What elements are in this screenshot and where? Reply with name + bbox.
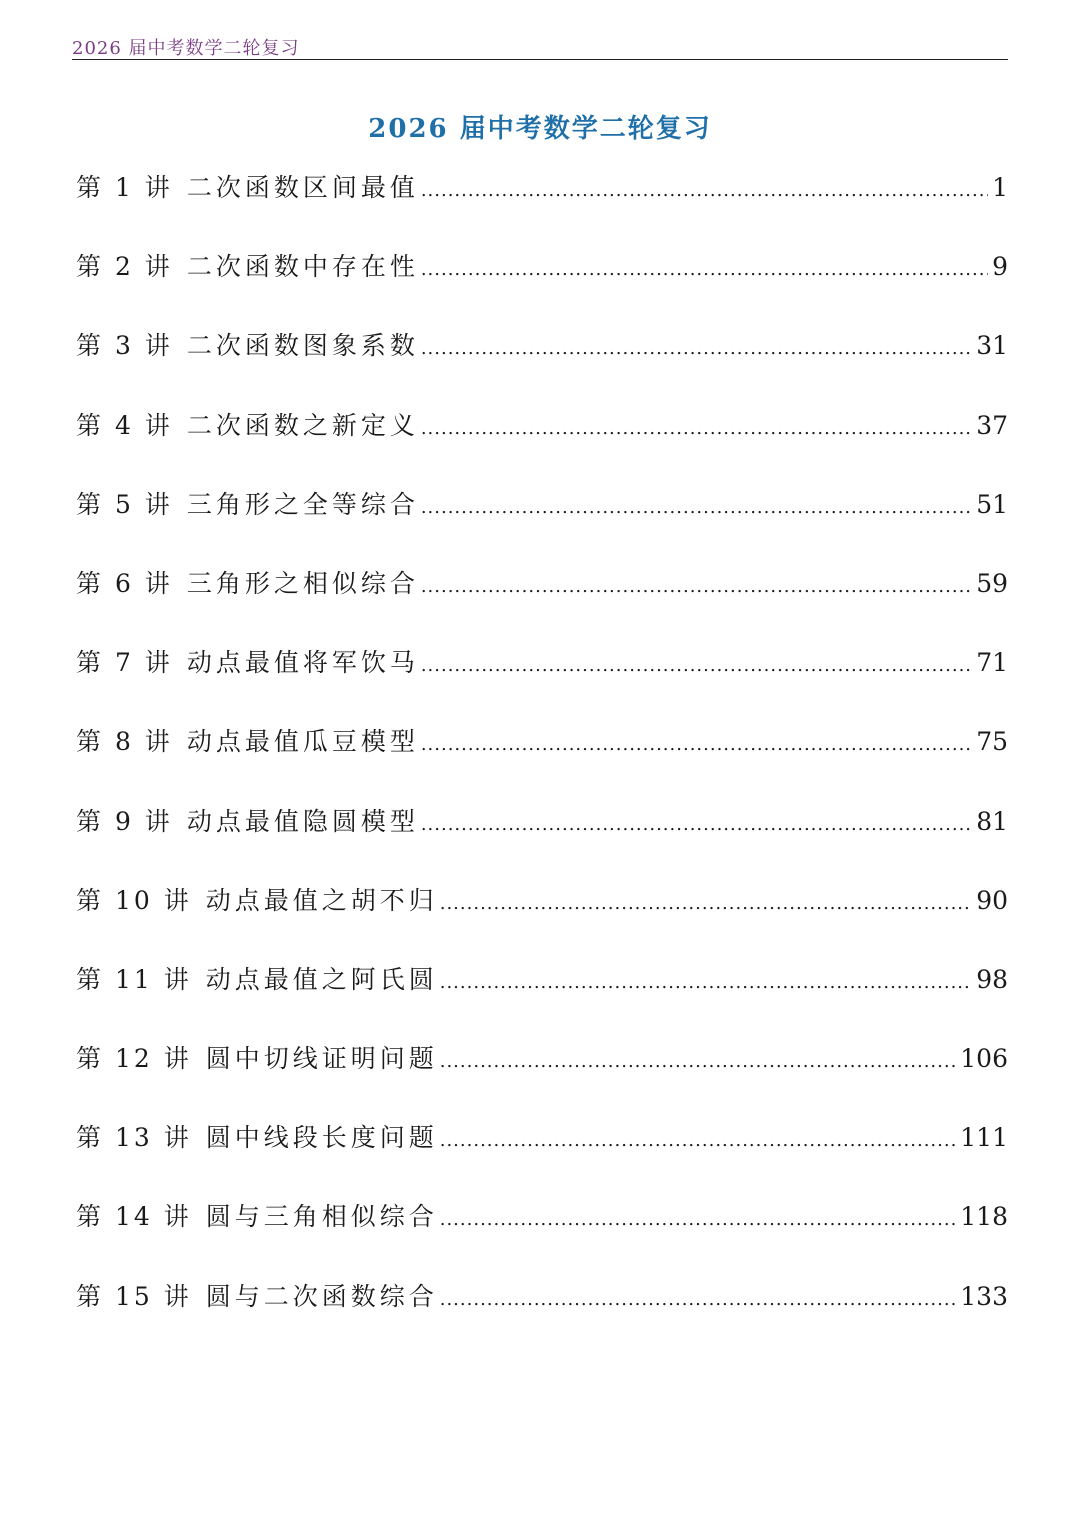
toc-page-number: 75: [976, 727, 1008, 757]
table-of-contents: [76, 168, 1008, 1356]
toc-lecture-number: 第 9 讲: [76, 806, 173, 836]
toc-page-number: 118: [960, 1202, 1008, 1232]
toc-dot-leader: [440, 1289, 957, 1310]
toc-page-number: 51: [976, 489, 1008, 519]
toc-dot-leader: [440, 972, 972, 993]
toc-entry-15[interactable]: [76, 1277, 1008, 1356]
toc-page-number: 9: [992, 252, 1008, 282]
toc-dot-leader: [421, 655, 972, 676]
toc-dot-leader: [421, 259, 988, 280]
toc-lecture-number: 第 3 讲: [76, 331, 173, 361]
toc-entry-8[interactable]: [76, 722, 1008, 801]
toc-entry-14[interactable]: [76, 1197, 1008, 1276]
toc-entry-7[interactable]: [76, 643, 1008, 722]
toc-entry-10[interactable]: [76, 881, 1008, 960]
toc-dot-leader: [421, 576, 972, 597]
toc-dot-leader: [421, 338, 972, 359]
toc-dot-leader: [440, 1130, 957, 1151]
toc-page-number: 133: [960, 1281, 1008, 1311]
toc-lecture-title: 二次函数中存在性: [186, 252, 419, 282]
toc-entry-9[interactable]: [76, 802, 1008, 881]
toc-lecture-number: 第 2 讲: [76, 252, 173, 282]
toc-lecture-number: 第 13 讲: [76, 1123, 192, 1153]
toc-dot-leader: [440, 893, 972, 914]
toc-lecture-title: 圆中切线证明问题: [205, 1044, 438, 1074]
toc-lecture-title: 圆与二次函数综合: [205, 1281, 438, 1311]
toc-entry-6[interactable]: [76, 564, 1008, 643]
toc-lecture-title: 动点最值隐圆模型: [186, 806, 419, 836]
toc-lecture-number: 第 7 讲: [76, 648, 173, 678]
toc-lecture-title: 三角形之全等综合: [186, 489, 419, 519]
toc-lecture-number: 第 8 讲: [76, 727, 173, 757]
toc-lecture-title: 二次函数之新定义: [186, 410, 419, 440]
toc-lecture-number: 第 6 讲: [76, 568, 173, 598]
toc-lecture-title: 三角形之相似综合: [186, 568, 419, 598]
toc-dot-leader: [440, 1209, 957, 1230]
toc-lecture-number: 第 1 讲: [76, 173, 173, 202]
toc-page-number: 59: [976, 568, 1008, 598]
toc-page-number: 106: [960, 1044, 1008, 1074]
toc-entry-1[interactable]: [76, 168, 1008, 247]
document-title: 2026 届中考数学二轮复习: [368, 114, 712, 144]
toc-dot-leader: [421, 418, 972, 439]
toc-lecture-number: 第 14 讲: [76, 1202, 192, 1232]
toc-entry-11[interactable]: [76, 960, 1008, 1039]
toc-dot-leader: [440, 1051, 957, 1072]
toc-lecture-number: 第 4 讲: [76, 410, 173, 440]
toc-entry-5[interactable]: [76, 485, 1008, 564]
running-header: 2026 届中考数学二轮复习: [72, 38, 300, 59]
toc-lecture-number: 第 15 讲: [76, 1281, 192, 1311]
toc-dot-leader: [421, 814, 972, 835]
toc-lecture-title: 动点最值之胡不归: [205, 885, 438, 915]
toc-lecture-number: 第 5 讲: [76, 489, 173, 519]
toc-lecture-title: 动点最值瓜豆模型: [186, 727, 419, 757]
toc-lecture-title: 圆与三角相似综合: [205, 1202, 438, 1232]
toc-page-number: 81: [976, 806, 1008, 836]
toc-lecture-title: 圆中线段长度问题: [205, 1123, 438, 1153]
toc-dot-leader: [421, 497, 972, 518]
toc-page-number: 90: [976, 885, 1008, 915]
toc-lecture-number: 第 11 讲: [76, 964, 192, 994]
toc-entry-12[interactable]: [76, 1039, 1008, 1118]
toc-dot-leader: [421, 180, 988, 201]
toc-dot-leader: [421, 734, 972, 755]
toc-lecture-number: 第 10 讲: [76, 885, 192, 915]
toc-entry-13[interactable]: [76, 1118, 1008, 1197]
toc-entry-3[interactable]: [76, 326, 1008, 405]
toc-entry-4[interactable]: [76, 406, 1008, 485]
toc-lecture-title: 动点最值将军饮马: [186, 648, 419, 678]
header-divider: [72, 59, 1008, 60]
toc-lecture-number: 第 12 讲: [76, 1044, 192, 1074]
toc-page-number: 1: [992, 173, 1008, 202]
toc-page-number: 31: [976, 331, 1008, 361]
toc-lecture-title: 二次函数图象系数: [186, 331, 419, 361]
toc-page-number: 71: [976, 648, 1008, 678]
toc-page-number: 111: [960, 1123, 1008, 1153]
toc-lecture-title: 动点最值之阿氏圆: [205, 964, 438, 994]
toc-page-number: 37: [976, 410, 1008, 440]
toc-lecture-title: 二次函数区间最值: [186, 173, 419, 202]
toc-page-number: 98: [976, 964, 1008, 994]
toc-entry-2[interactable]: [76, 247, 1008, 326]
